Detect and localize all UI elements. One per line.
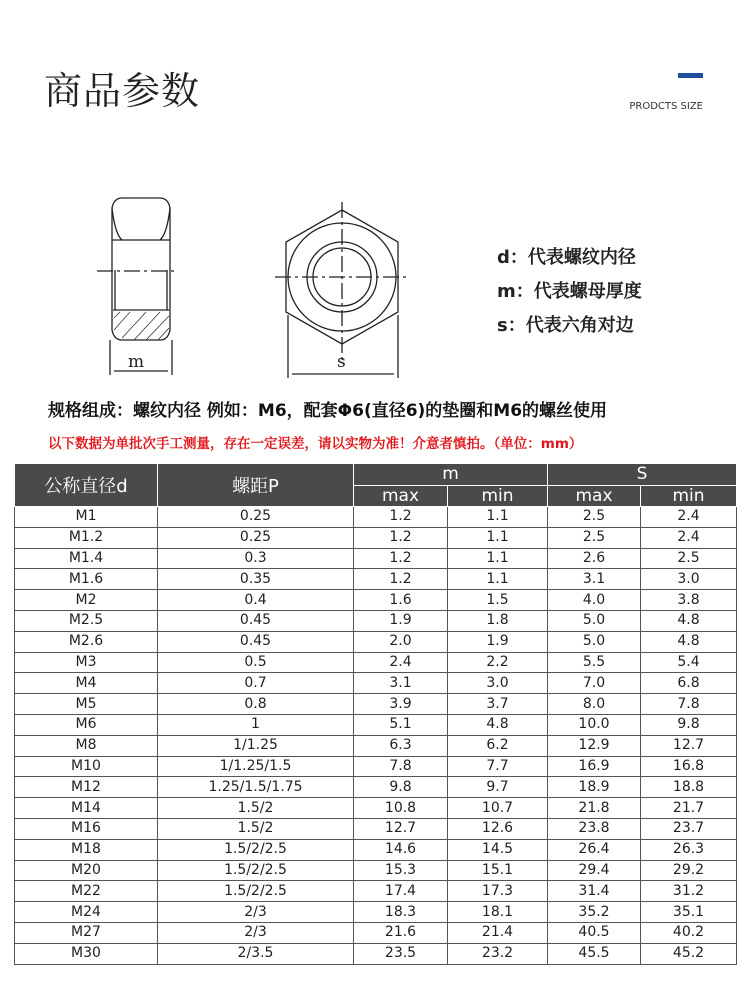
table-row — [15, 818, 737, 839]
label-s: s — [337, 352, 346, 372]
cell-m-min: 1.1 — [448, 527, 548, 548]
cell-diameter: M2.5 — [15, 610, 158, 631]
cell-s-max: 2.5 — [548, 527, 641, 548]
cell-pitch: 2/3 — [158, 902, 354, 923]
cell-m-min: 3.7 — [448, 694, 548, 715]
cell-s-max: 5.0 — [548, 610, 641, 631]
table-row — [15, 694, 737, 715]
cell-s-max: 2.6 — [548, 548, 641, 569]
header-pitch: 螺距P — [158, 464, 354, 507]
cell-pitch: 0.5 — [158, 652, 354, 673]
cell-m-min: 12.6 — [448, 818, 548, 839]
table-row — [15, 839, 737, 860]
label-m: m — [128, 352, 145, 372]
header-s-max: max — [548, 485, 641, 507]
cell-diameter: M1 — [15, 507, 158, 528]
cell-s-max: 35.2 — [548, 902, 641, 923]
legend-d: d：代表螺纹内径 — [497, 247, 636, 268]
cell-s-min: 2.4 — [641, 527, 737, 548]
cell-pitch: 1.5/2/2.5 — [158, 860, 354, 881]
cell-diameter: M2.6 — [15, 631, 158, 652]
cell-m-max: 6.3 — [354, 735, 448, 756]
cell-s-max: 3.1 — [548, 569, 641, 590]
cell-pitch: 0.45 — [158, 631, 354, 652]
cell-m-max: 23.5 — [354, 943, 448, 964]
cell-m-min: 1.9 — [448, 631, 548, 652]
cell-s-min: 12.7 — [641, 735, 737, 756]
cell-s-max: 18.9 — [548, 777, 641, 798]
cell-diameter: M12 — [15, 777, 158, 798]
cell-s-min: 9.8 — [641, 714, 737, 735]
cell-diameter: M14 — [15, 798, 158, 819]
cell-pitch: 0.25 — [158, 507, 354, 528]
cell-s-max: 5.0 — [548, 631, 641, 652]
table-row — [15, 673, 737, 694]
table-row — [15, 569, 737, 590]
measurement-note: 以下数据为单批次手工测量，存在一定误差，请以实物为准！介意者慎拍。（单位：mm） — [48, 436, 583, 452]
cell-s-max: 16.9 — [548, 756, 641, 777]
cell-s-min: 4.8 — [641, 631, 737, 652]
accent-bar — [678, 73, 703, 78]
cell-pitch: 1/1.25/1.5 — [158, 756, 354, 777]
cell-diameter: M1.6 — [15, 569, 158, 590]
cell-s-max: 31.4 — [548, 881, 641, 902]
cell-m-min: 1.8 — [448, 610, 548, 631]
cell-s-max: 29.4 — [548, 860, 641, 881]
header-diameter: 公称直径d — [15, 464, 158, 507]
cell-m-min: 17.3 — [448, 881, 548, 902]
cell-m-min: 4.8 — [448, 714, 548, 735]
header-m-min: min — [448, 485, 548, 507]
cell-diameter: M1.4 — [15, 548, 158, 569]
cell-m-max: 10.8 — [354, 798, 448, 819]
cell-pitch: 0.7 — [158, 673, 354, 694]
cell-m-max: 2.4 — [354, 652, 448, 673]
cell-diameter: M16 — [15, 818, 158, 839]
cell-m-max: 2.0 — [354, 631, 448, 652]
cell-m-max: 7.8 — [354, 756, 448, 777]
cell-pitch: 0.3 — [158, 548, 354, 569]
cell-pitch: 1.5/2/2.5 — [158, 881, 354, 902]
table-row — [15, 548, 737, 569]
cell-m-max: 14.6 — [354, 839, 448, 860]
cell-s-max: 26.4 — [548, 839, 641, 860]
cell-m-max: 3.1 — [354, 673, 448, 694]
cell-s-max: 7.0 — [548, 673, 641, 694]
table-row — [15, 714, 737, 735]
cell-s-min: 21.7 — [641, 798, 737, 819]
cell-m-max: 15.3 — [354, 860, 448, 881]
cell-s-min: 26.3 — [641, 839, 737, 860]
cell-diameter: M10 — [15, 756, 158, 777]
cell-m-min: 6.2 — [448, 735, 548, 756]
table-row — [15, 652, 737, 673]
side-view-drawing — [97, 198, 178, 375]
cell-s-min: 45.2 — [641, 943, 737, 964]
cell-diameter: M24 — [15, 902, 158, 923]
cell-pitch: 0.45 — [158, 610, 354, 631]
cell-m-max: 17.4 — [354, 881, 448, 902]
cell-m-max: 21.6 — [354, 922, 448, 943]
cell-s-min: 4.8 — [641, 610, 737, 631]
cell-pitch: 1.5/2 — [158, 798, 354, 819]
cell-diameter: M6 — [15, 714, 158, 735]
cell-s-max: 5.5 — [548, 652, 641, 673]
cell-s-max: 21.8 — [548, 798, 641, 819]
cell-m-min: 7.7 — [448, 756, 548, 777]
cell-m-min: 21.4 — [448, 922, 548, 943]
cell-s-min: 7.8 — [641, 694, 737, 715]
cell-s-min: 31.2 — [641, 881, 737, 902]
cell-s-min: 16.8 — [641, 756, 737, 777]
cell-s-min: 3.0 — [641, 569, 737, 590]
cell-s-max: 8.0 — [548, 694, 641, 715]
header-s: S — [548, 464, 737, 486]
cell-m-max: 3.9 — [354, 694, 448, 715]
header-m: m — [354, 464, 548, 486]
cell-s-max: 45.5 — [548, 943, 641, 964]
cell-s-min: 2.4 — [641, 507, 737, 528]
cell-m-min: 1.5 — [448, 590, 548, 611]
cell-diameter: M4 — [15, 673, 158, 694]
cell-pitch: 1.25/1.5/1.75 — [158, 777, 354, 798]
cell-diameter: M8 — [15, 735, 158, 756]
cell-pitch: 1 — [158, 714, 354, 735]
cell-diameter: M5 — [15, 694, 158, 715]
table-row — [15, 777, 737, 798]
table-row — [15, 735, 737, 756]
legend-s: s：代表六角对边 — [497, 315, 634, 336]
cell-m-min: 1.1 — [448, 507, 548, 528]
cell-pitch: 2/3.5 — [158, 943, 354, 964]
cell-diameter: M27 — [15, 922, 158, 943]
table-row — [15, 881, 737, 902]
header-m-max: max — [354, 485, 448, 507]
cell-diameter: M18 — [15, 839, 158, 860]
cell-s-min: 2.5 — [641, 548, 737, 569]
page-title: 商品参数 — [44, 69, 201, 113]
table-row — [15, 590, 737, 611]
cell-diameter: M2 — [15, 590, 158, 611]
cell-pitch: 0.8 — [158, 694, 354, 715]
cell-s-max: 12.9 — [548, 735, 641, 756]
cell-pitch: 1/1.25 — [158, 735, 354, 756]
cell-s-min: 40.2 — [641, 922, 737, 943]
cell-pitch: 0.35 — [158, 569, 354, 590]
header-s-min: min — [641, 485, 737, 507]
cell-diameter: M3 — [15, 652, 158, 673]
cell-m-min: 1.1 — [448, 548, 548, 569]
cell-s-min: 29.2 — [641, 860, 737, 881]
table-row — [15, 756, 737, 777]
cell-m-max: 18.3 — [354, 902, 448, 923]
table-row — [15, 798, 737, 819]
cell-m-max: 1.2 — [354, 527, 448, 548]
cell-s-min: 6.8 — [641, 673, 737, 694]
cell-diameter: M20 — [15, 860, 158, 881]
cell-m-min: 10.7 — [448, 798, 548, 819]
cell-pitch: 1.5/2/2.5 — [158, 839, 354, 860]
cell-s-min: 23.7 — [641, 818, 737, 839]
cell-diameter: M1.2 — [15, 527, 158, 548]
table-row — [15, 610, 737, 631]
cell-m-max: 1.2 — [354, 548, 448, 569]
cell-pitch: 1.5/2 — [158, 818, 354, 839]
cell-m-max: 12.7 — [354, 818, 448, 839]
size-table — [14, 463, 737, 965]
cell-m-min: 14.5 — [448, 839, 548, 860]
cell-diameter: M30 — [15, 943, 158, 964]
table-row — [15, 902, 737, 923]
cell-m-max: 5.1 — [354, 714, 448, 735]
cell-m-min: 23.2 — [448, 943, 548, 964]
table-row — [15, 943, 737, 964]
cell-pitch: 2/3 — [158, 922, 354, 943]
table-row — [15, 922, 737, 943]
cell-m-min: 18.1 — [448, 902, 548, 923]
table-row — [15, 507, 737, 528]
table-row — [15, 860, 737, 881]
legend-m: m：代表螺母厚度 — [497, 281, 642, 302]
cell-s-min: 5.4 — [641, 652, 737, 673]
cell-m-max: 1.2 — [354, 569, 448, 590]
cell-s-max: 4.0 — [548, 590, 641, 611]
cell-m-min: 2.2 — [448, 652, 548, 673]
page-subtitle: PRODCTS SIZE — [629, 101, 703, 112]
cell-m-min: 15.1 — [448, 860, 548, 881]
cell-s-max: 40.5 — [548, 922, 641, 943]
table-row — [15, 631, 737, 652]
cell-m-min: 9.7 — [448, 777, 548, 798]
cell-diameter: M22 — [15, 881, 158, 902]
cell-s-max: 23.8 — [548, 818, 641, 839]
cell-s-max: 10.0 — [548, 714, 641, 735]
cell-s-min: 3.8 — [641, 590, 737, 611]
cell-pitch: 0.25 — [158, 527, 354, 548]
cell-m-max: 1.2 — [354, 507, 448, 528]
cell-m-min: 1.1 — [448, 569, 548, 590]
cell-m-max: 1.6 — [354, 590, 448, 611]
cell-m-min: 3.0 — [448, 673, 548, 694]
spec-text: 规格组成：螺纹内径 例如：M6，配套Φ6(直径6)的垫圈和M6的螺丝使用 — [48, 401, 608, 421]
cell-m-max: 9.8 — [354, 777, 448, 798]
cell-s-max: 2.5 — [548, 507, 641, 528]
table-row — [15, 527, 737, 548]
cell-s-min: 18.8 — [641, 777, 737, 798]
cell-pitch: 0.4 — [158, 590, 354, 611]
cell-s-min: 35.1 — [641, 902, 737, 923]
cell-m-max: 1.9 — [354, 610, 448, 631]
